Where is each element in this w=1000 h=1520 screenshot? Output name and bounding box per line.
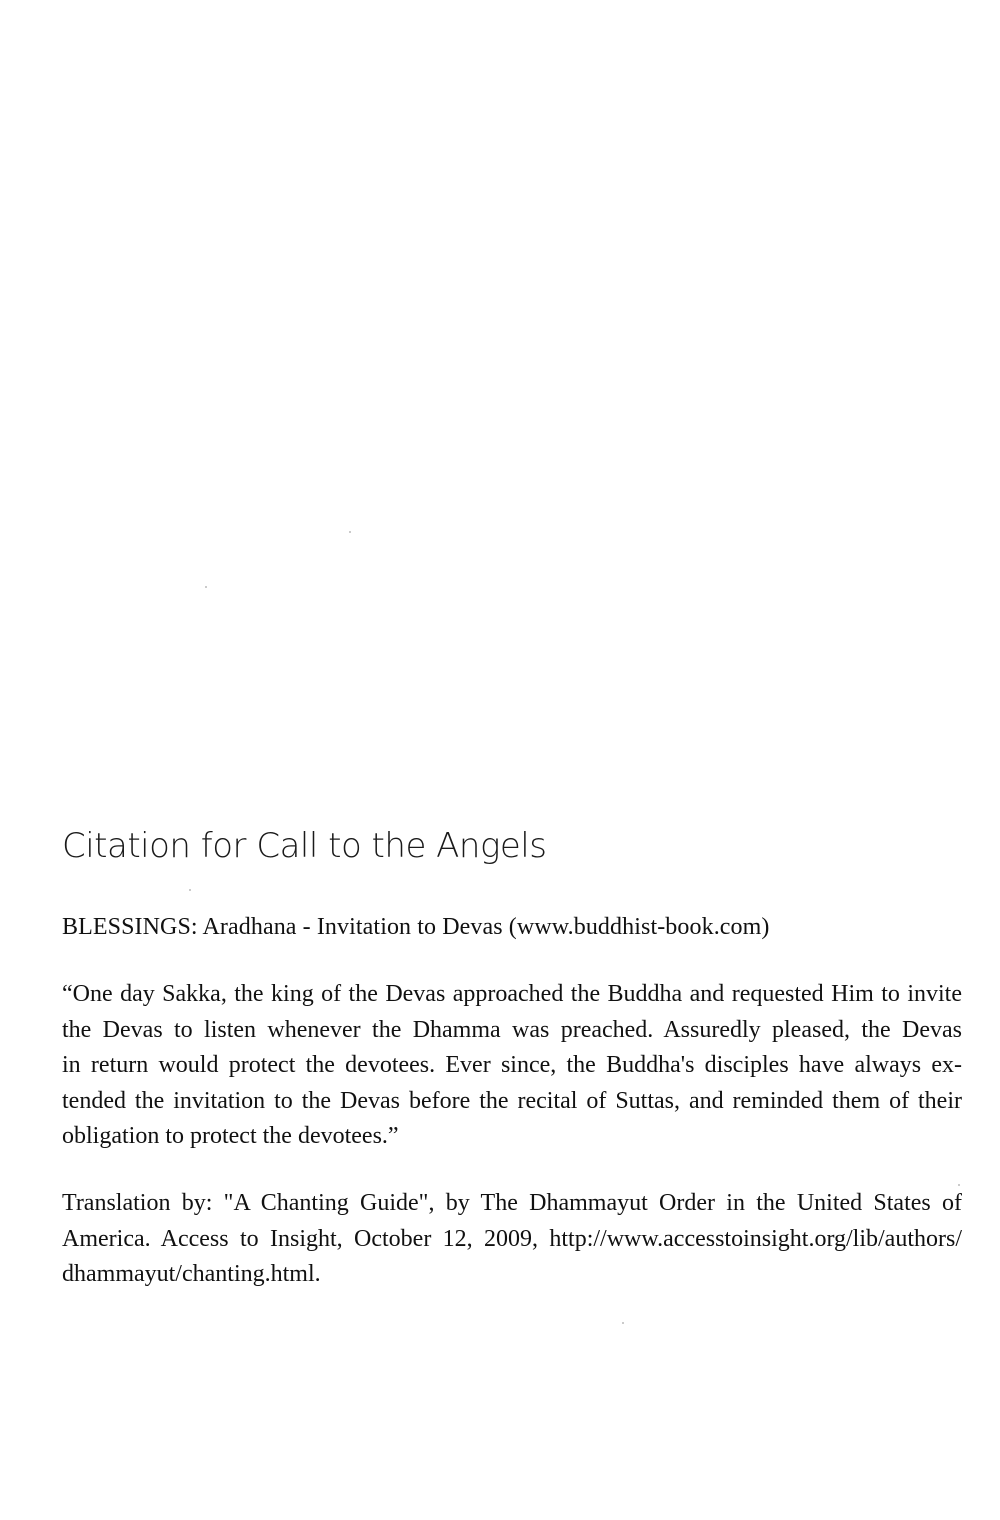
quote-line: “One day Sakka, the king of the Devas approached the Buddha and requested Him to invite: [62, 981, 962, 1007]
source-line: BLESSINGS: Aradhana - Invitation to Devas (www.buddhist-book.com): [62, 914, 770, 940]
translation-line: dhammayut/chanting.html.: [62, 1261, 321, 1287]
scan-speck: [958, 1184, 960, 1186]
scan-speck: [349, 531, 351, 533]
scan-speck: [622, 1322, 624, 1324]
translation-line: Translation by: "A Chanting Guide", by The Dhammayut Order in the United States of: [62, 1190, 962, 1216]
scan-speck: [189, 889, 191, 891]
quote-paragraph: [62, 977, 962, 1155]
quote-line: in return would protect the devotees. Ever since, the Buddha's disciples have always ex-: [62, 1052, 962, 1078]
source-paragraph: [62, 910, 962, 946]
quote-line: tended the invitation to the Devas before the recital of Suttas, and reminded them of their: [62, 1087, 962, 1114]
quote-line: obligation to protect the devotees.”: [62, 1123, 399, 1149]
scan-speck: [205, 586, 207, 588]
translation-paragraph: [62, 1186, 962, 1293]
page-title: Citation for Call to the Angels: [62, 826, 547, 866]
quote-line: the Devas to listen whenever the Dhamma was preached. Assuredly pleased, the Devas: [62, 1016, 962, 1043]
translation-line: America. Access to Insight, October 12, 2009, http://www.accesstoinsight.org/lib/authors/: [62, 1225, 962, 1252]
